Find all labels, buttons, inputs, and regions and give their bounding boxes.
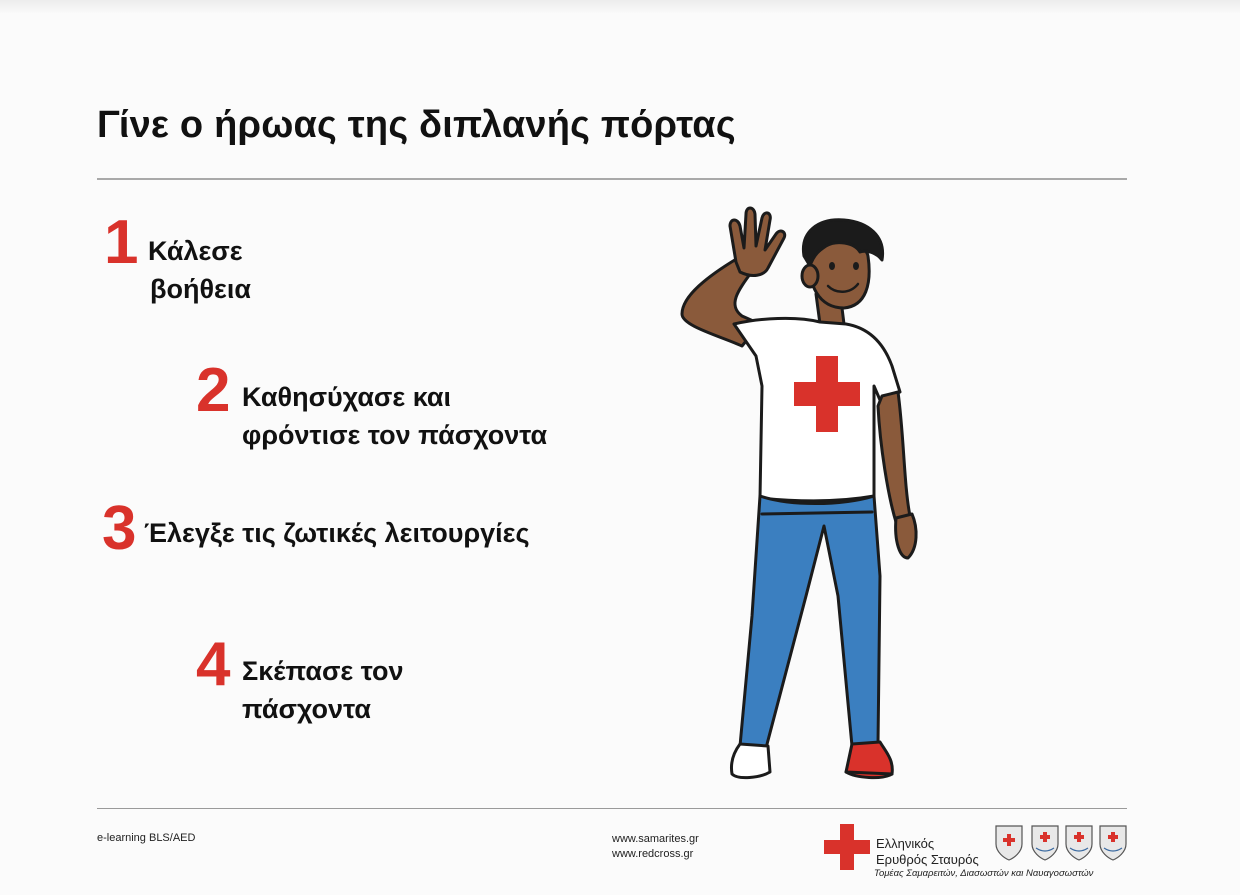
- footer-label: e-learning BLS/AED: [97, 832, 196, 844]
- top-band: [0, 0, 1240, 14]
- footer-links: [612, 832, 699, 862]
- step-4-text: [242, 652, 404, 728]
- top-divider: [97, 178, 1127, 180]
- step-4-line-2: πάσχοντα: [242, 694, 371, 724]
- page-title: Γίνε ο ήρωας της διπλανής πόρτας: [97, 104, 736, 146]
- footer-link-redcross[interactable]: www.redcross.gr: [612, 848, 694, 860]
- org-line-1: Ελληνικός: [876, 836, 935, 851]
- step-4-number: 4: [196, 630, 231, 699]
- step-4-line-1: Σκέπασε τον: [242, 656, 404, 686]
- step-1-line-2: βοήθεια: [150, 274, 251, 304]
- step-3-number: 3: [102, 494, 137, 563]
- waving-man-illustration: [660, 196, 940, 796]
- step-1-text: [148, 232, 251, 308]
- step-3-line-1: Έλεγξε τις ζωτικές λειτουργίες: [144, 518, 530, 548]
- org-line-3: Τομέας Σαμαρειτών, Διασωστών και Ναυαγοσωστών: [874, 868, 1094, 879]
- step-1-line-1: Κάλεσε: [148, 236, 243, 266]
- org-line-2: Ερυθρός Σταυρός: [876, 852, 979, 867]
- step-3-text: [144, 514, 530, 552]
- sector-badge-icons: [992, 822, 1132, 862]
- step-2-number: 2: [196, 356, 231, 425]
- step-1-number: 1: [104, 208, 139, 277]
- step-2-line-1: Καθησύχασε και: [242, 382, 451, 412]
- bottom-divider: [97, 808, 1127, 809]
- red-cross-icon: [822, 822, 872, 872]
- footer-link-samarites[interactable]: www.samarites.gr: [612, 833, 699, 845]
- step-2-line-2: φρόντισε τον πάσχοντα: [242, 420, 548, 450]
- step-2-text: [242, 378, 547, 454]
